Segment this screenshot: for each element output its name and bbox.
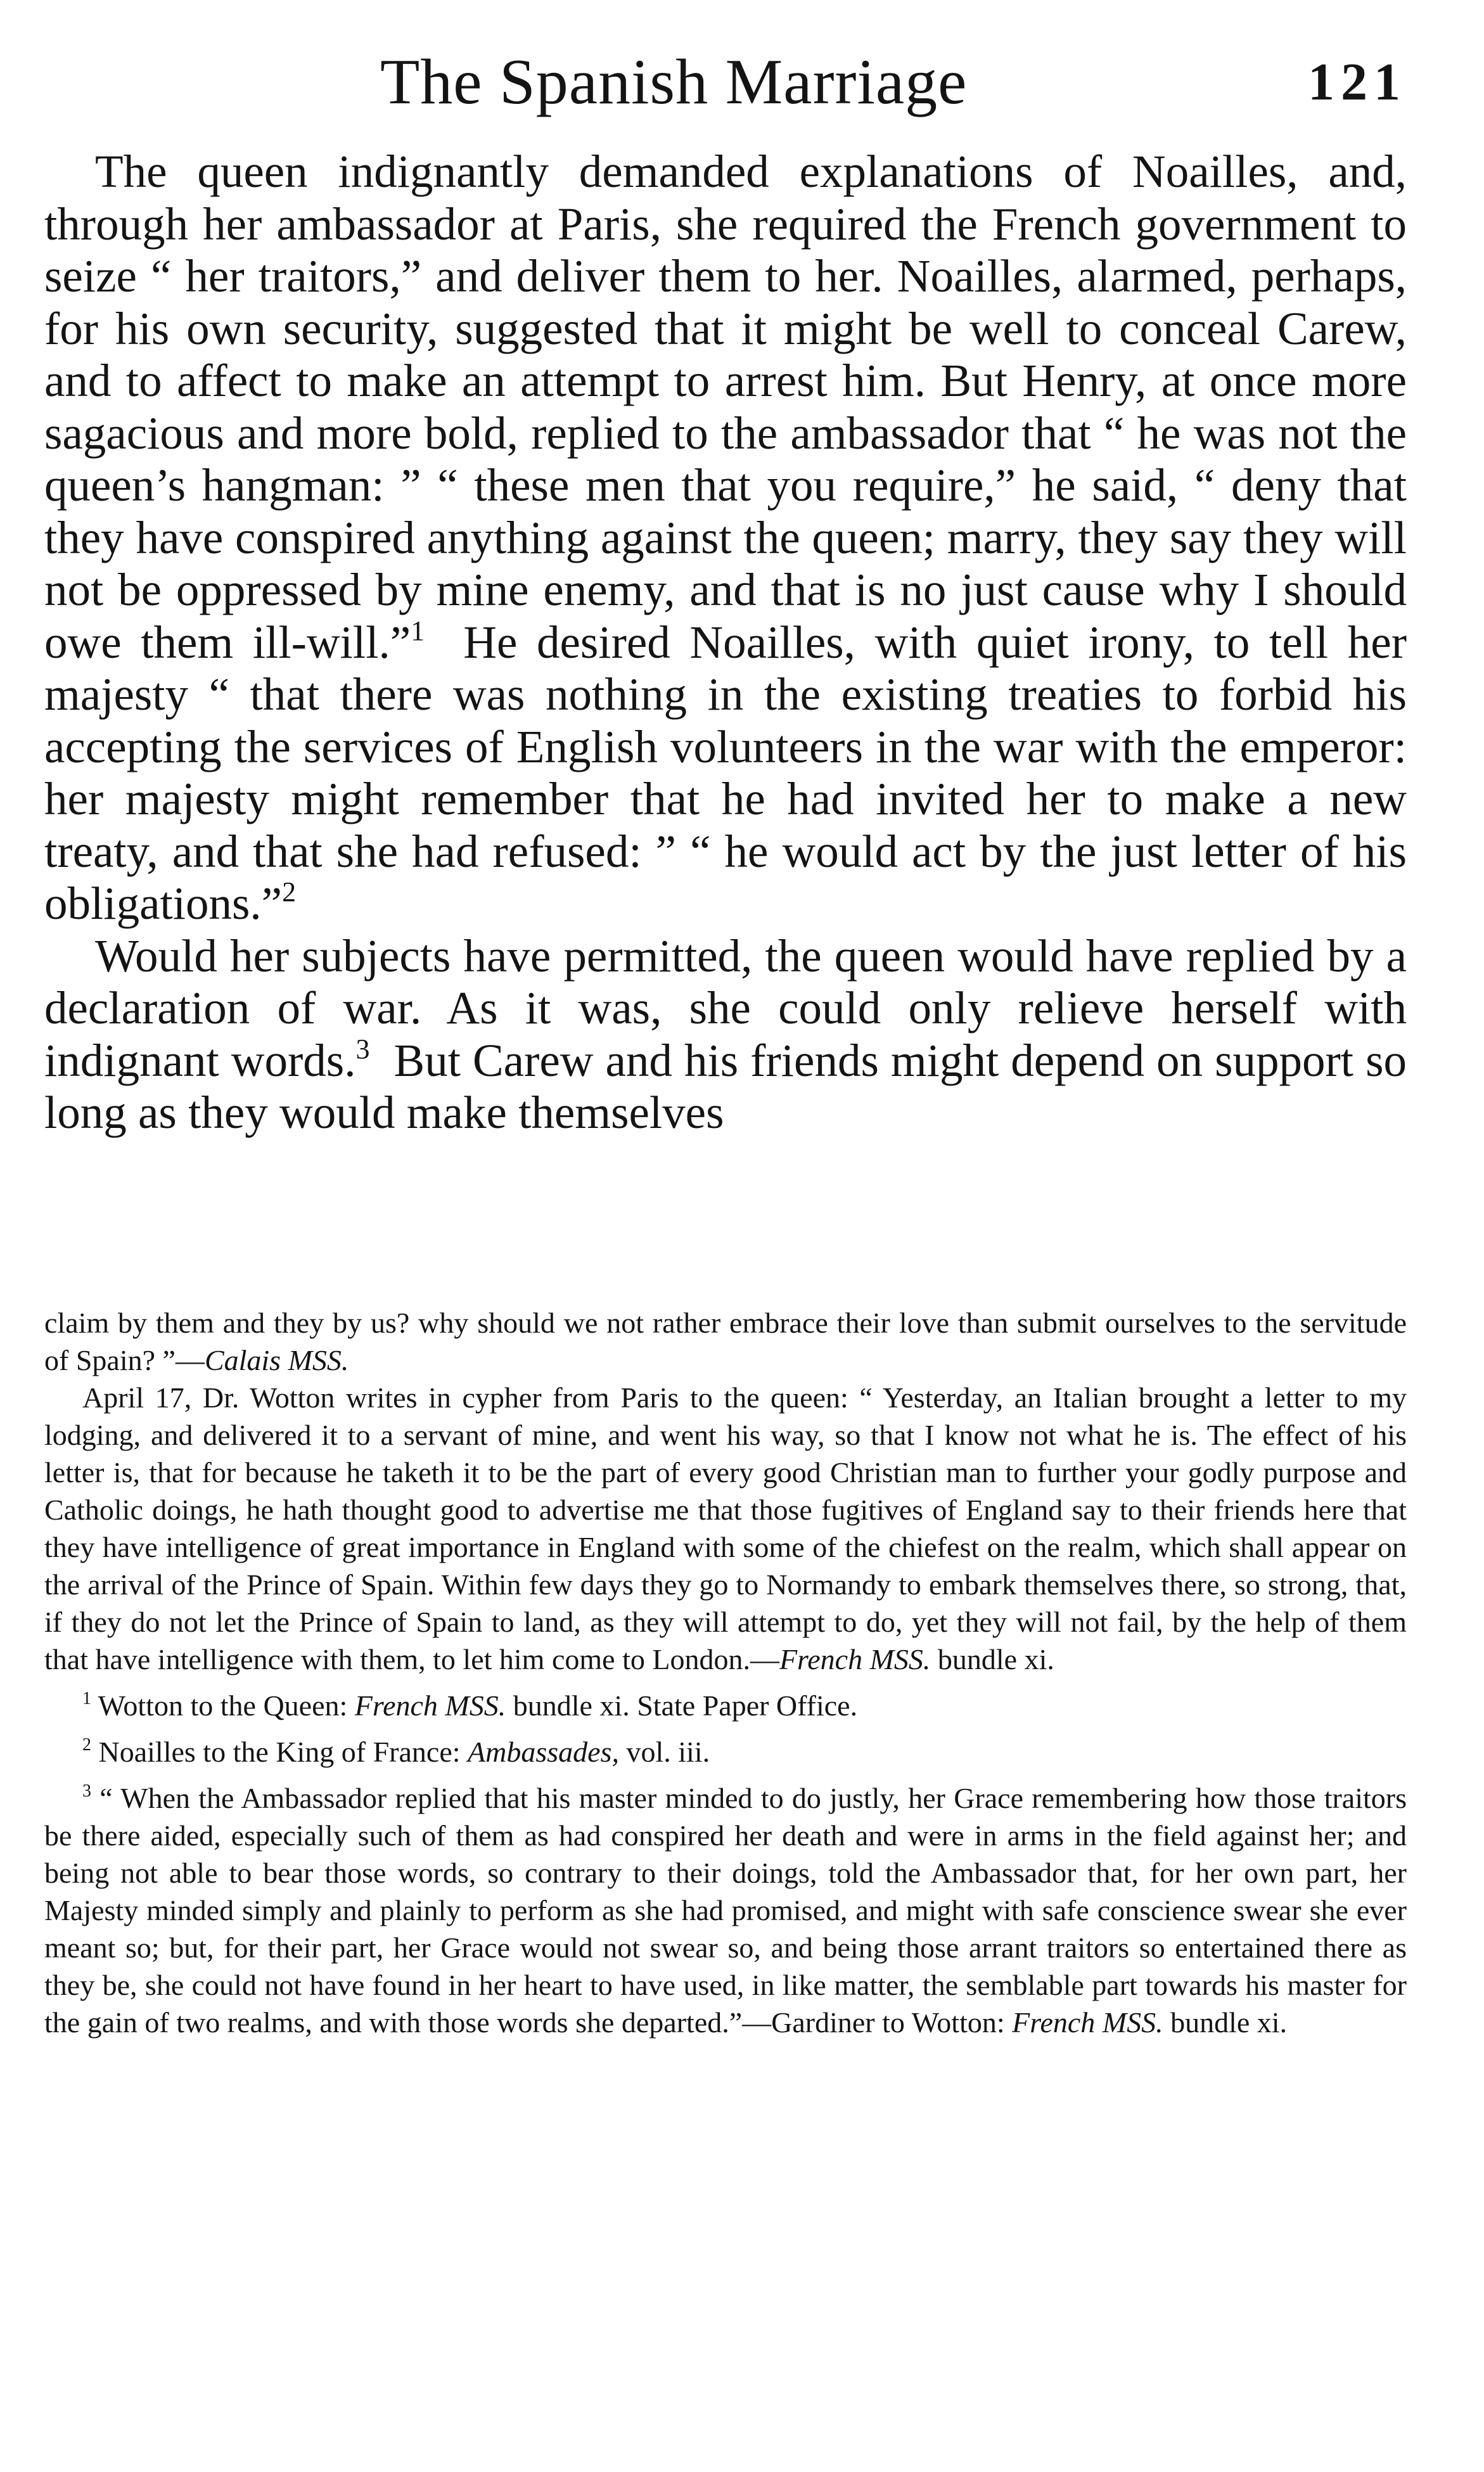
paragraph-1-text-a: The queen indignantly demanded explanations of Noailles, and, through her ambassador at Paris, she required the French government to seize “ her traitors,” and deliver them to her. Noailles, alarmed, perhaps, for his own security, suggested that it might be well to conceal Carew, and to affect to make an attempt to arrest him. But Henry, at once more sagacious and more bold, replied to the ambassador that “ he was not the queen’s hangman: ” “ these men that you require,” he said, “ deny that they have conspired anything against the queen; marry, they say they will not be oppressed by mine enemy, and that is no just cause why I should owe them ill-will.” (44, 146, 1407, 668)
footnote-1-source: French MSS. (354, 1689, 506, 1722)
footnote-1 (44, 1687, 1407, 1724)
paragraph-1-text-b: He desired Noailles, with quiet irony, to tell her majesty “ that there was nothing in the existing treaties to forbid his accepting the services of English volunteers in the war with the emperor: her majesty might remember that he had invited her to make a new treaty, and that she had refused: ” “ he would act by the just letter of his obligations.” (44, 616, 1407, 929)
footnote-1-tail: bundle xi. State Paper Office. (506, 1689, 858, 1722)
footnote-3-mark: 3 (82, 1781, 91, 1801)
note-april-tail: bundle xi. (930, 1643, 1054, 1675)
book-page (44, 0, 1407, 2472)
note-continuation (44, 1304, 1407, 1379)
footnotes (44, 1304, 1407, 2041)
note-april-text: April 17, Dr. Wotton writes in cypher from Paris to the queen: “ Yesterday, an Italian brought a letter to my lodging, and delivered it to a servant of mine, and went his way, so that I know not what he is. The effect of his letter is, that for because he taketh it to be the part of every good Christian man to further your godly purpose and Catholic doings, he hath thought good to advertise me that those fugitives of England say to their friends here that they have intelligence of great importance in England with some of the chiefest on the realm, which shall appear on the arrival of the Prince of Spain. Within few days they go to Normandy to embark themselves there, so strong, that, if they do not let the Prince of Spain to land, as they will attempt to do, yet they will not fail, by the help of them that have intelligence with them, to let him come to London.— (44, 1381, 1407, 1675)
main-text (44, 146, 1407, 1139)
footnote-2-tail: vol. iii. (618, 1736, 710, 1768)
paragraph-2-text-a: Would her subjects have permitted, the queen would have replied by a declaration of war. As it was, she could only relieve herself with indignant words. (44, 930, 1407, 1086)
footnote-2-source: Ambassades, (468, 1736, 619, 1768)
paragraph-1 (44, 146, 1407, 930)
footnote-2 (44, 1733, 1407, 1771)
footnote-3-text: “ When the Ambassador replied that his master minded to do justly, her Grace remembering how those traitors be there aided, especially such of them as had conspired her death and were in arms in the field against her; and being not able to bear those words, so contrary to their doings, told the Ambassador that, for her own part, her Majesty minded simply and plainly to perform as she had promised, and might with safe conscience swear she ever meant so; but, for their part, her Grace would not swear so, and being those arrant traitors so entertained there as they be, she could not have found in her heart to have used, in like matter, the semblable part towards his master for the gain of two realms, and with those words she departed.”—Gardiner to Wotton: (44, 1782, 1407, 2039)
page-header (44, 44, 1407, 120)
footnote-3-tail: bundle xi. (1163, 2006, 1288, 2039)
footnote-3 (44, 1779, 1407, 2041)
note-april-source: French MSS. (779, 1643, 931, 1675)
running-title: The Spanish Marriage (380, 46, 968, 118)
note-continuation-source: Calais MSS. (204, 1344, 349, 1376)
footnote-1-text: Wotton to the Queen: (91, 1689, 355, 1722)
note-continuation-text: claim by them and they by us? why should we not rather embrace their love than submit ourselves to the servitude of Spain? ”— (44, 1307, 1407, 1376)
footnote-ref-1: 1 (411, 615, 425, 646)
footnote-3-source: French MSS. (1012, 2006, 1163, 2039)
footnote-ref-2: 2 (282, 876, 297, 907)
note-april (44, 1379, 1407, 1678)
footnote-2-text: Noailles to the King of France: (91, 1736, 468, 1768)
footnote-ref-3: 3 (355, 1033, 370, 1065)
paragraph-2 (44, 930, 1407, 1139)
paragraph-2-text-b: But Carew and his friends might depend on support so long as they would make themselves (44, 1034, 1407, 1138)
footnote-2-mark: 2 (82, 1735, 91, 1755)
footnote-1-mark: 1 (82, 1689, 91, 1708)
page-number: 121 (1308, 53, 1407, 112)
